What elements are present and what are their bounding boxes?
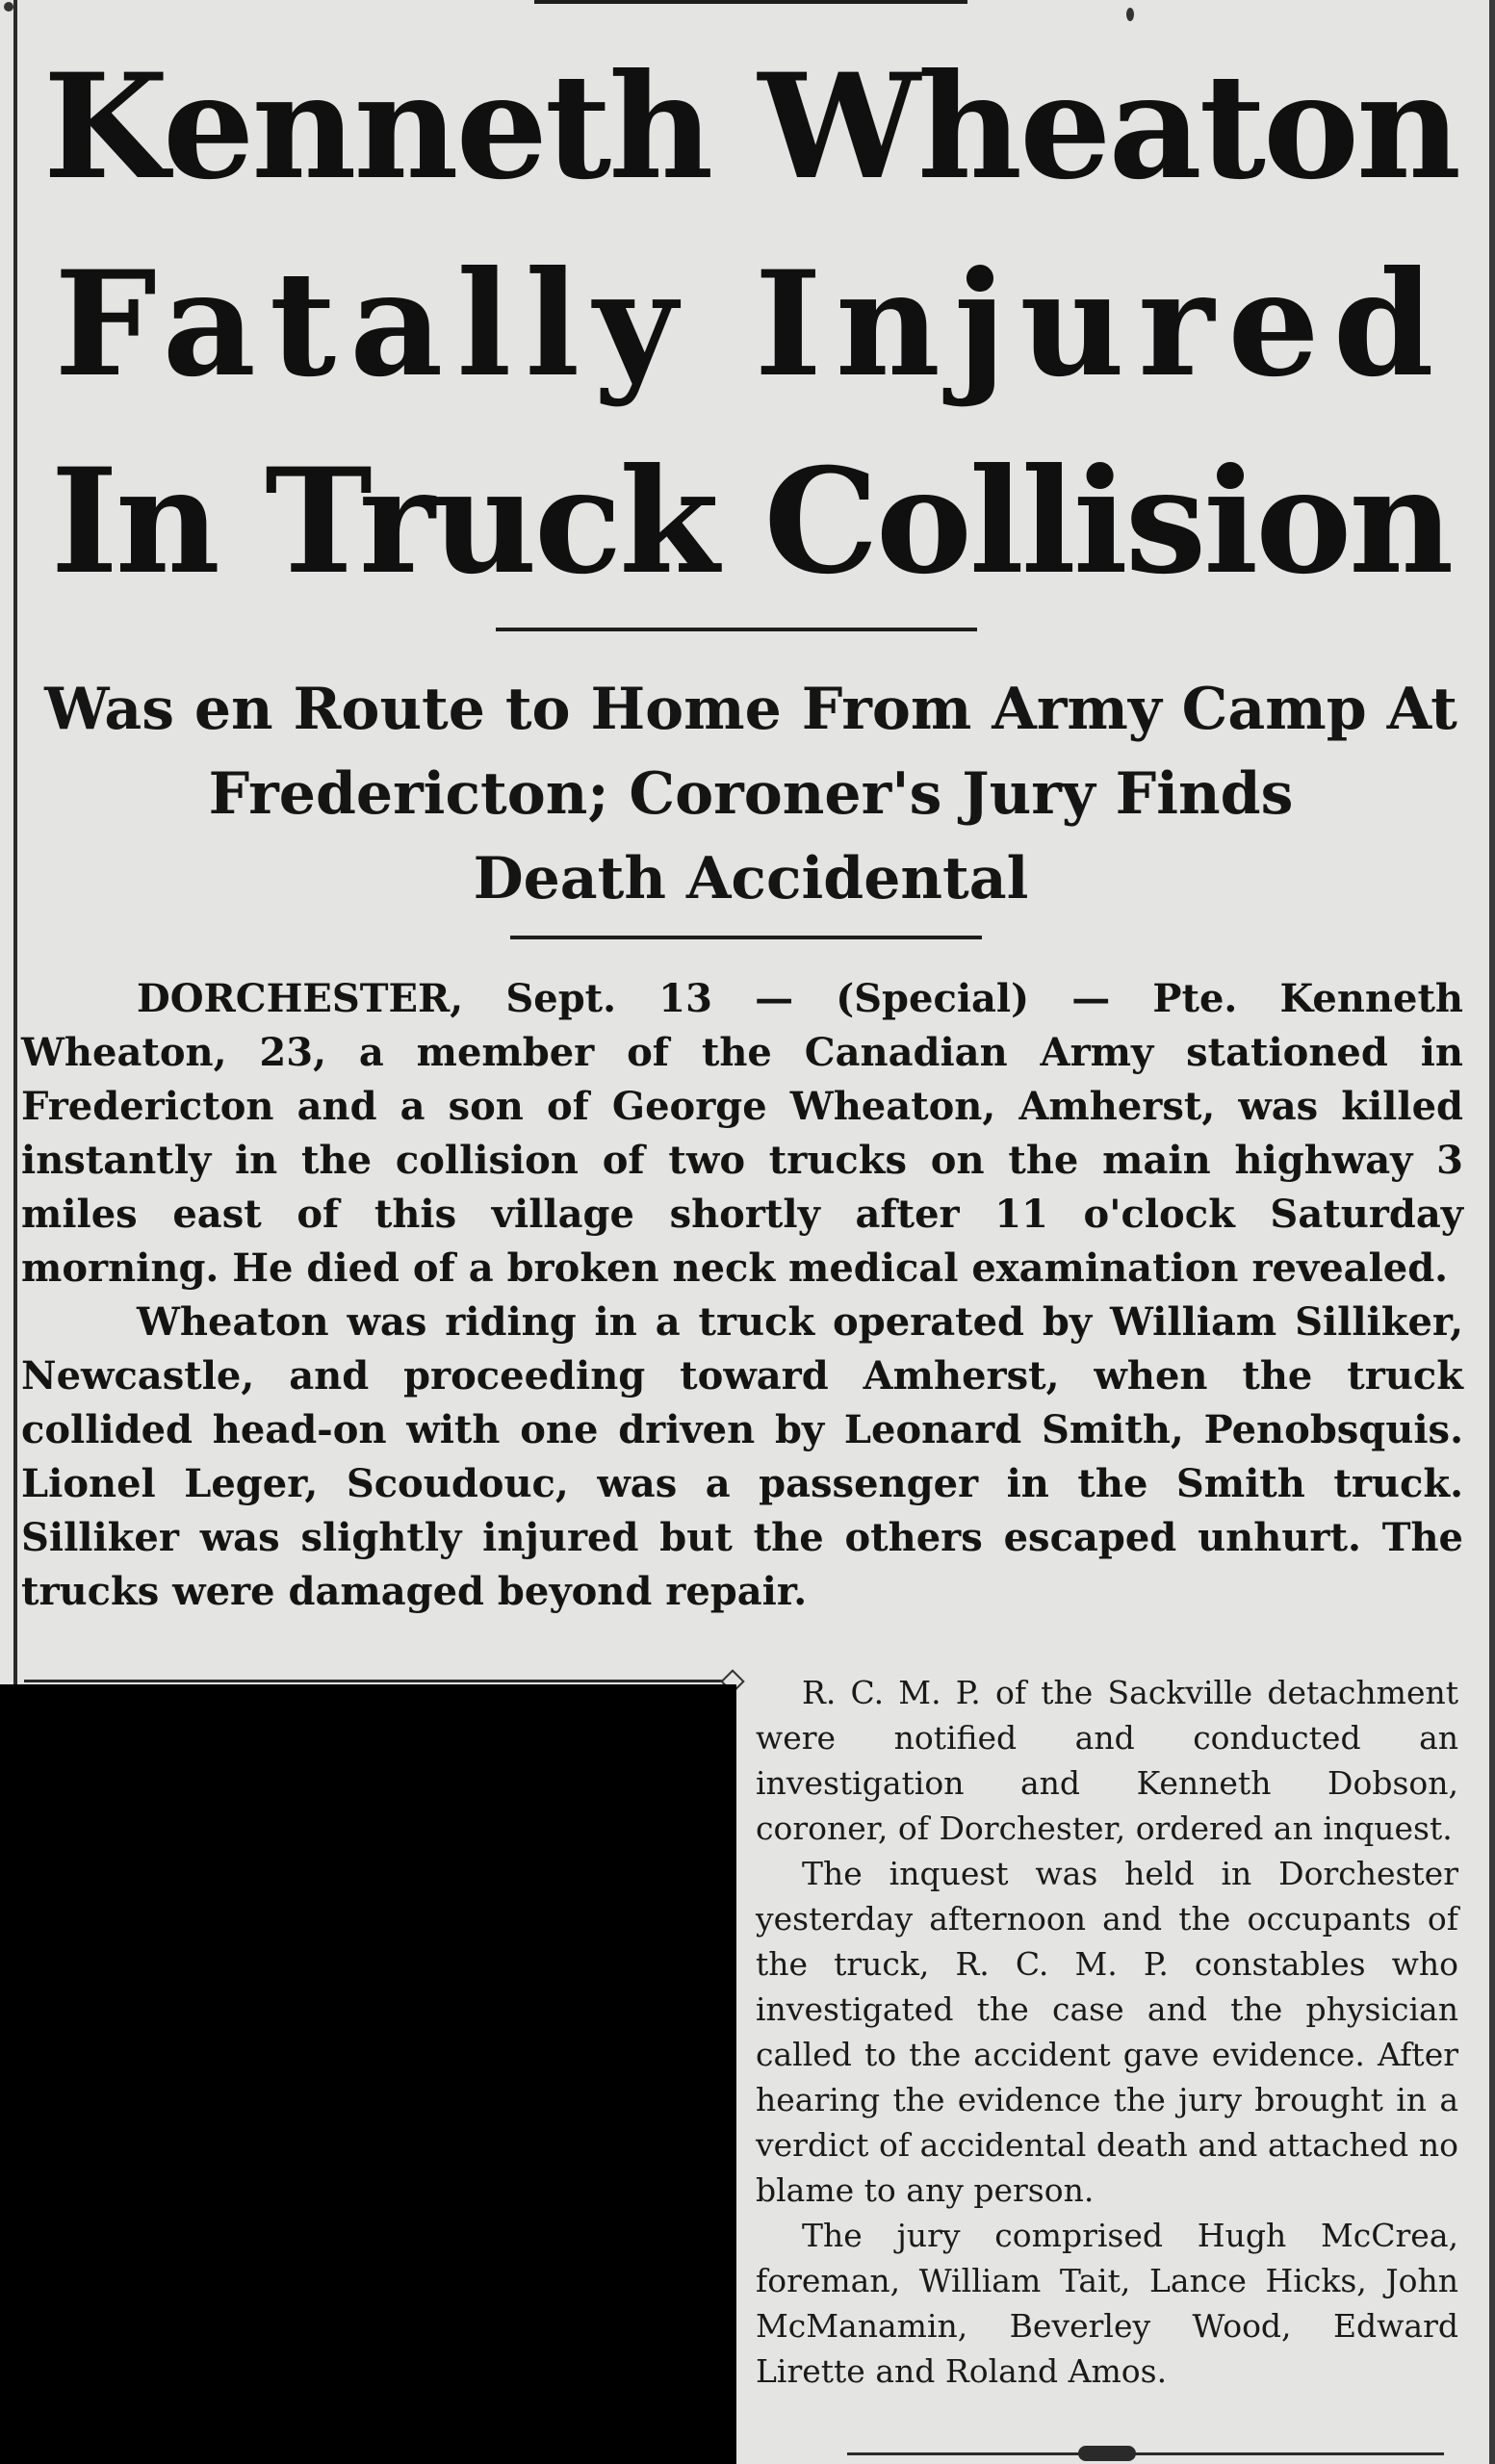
left-column-rule bbox=[13, 0, 17, 1684]
continuation-column bbox=[756, 1670, 1458, 2394]
subhead-line-2: Fredericton; Coroner's Jury Finds bbox=[208, 760, 1294, 828]
subhead-divider bbox=[510, 936, 982, 939]
right-edge-shadow bbox=[1489, 0, 1495, 2464]
print-speck bbox=[1126, 8, 1134, 21]
column-paragraph-3: The jury comprised Hugh McCrea, foreman, William Tait, Lance Hicks, John McManamin, Beverley Wood, Edward Lirette and Roland Amos. bbox=[756, 2217, 1458, 2390]
bottom-rule bbox=[847, 2452, 1444, 2455]
lead-paragraph-1: DORCHESTER, Sept. 13 — (Special) — Pte. Kenneth Wheaton, 23, a member of the Canadian Army stationed in Fredericton and a son of George Wheaton, Amherst, was killed instantly in the collision of two trucks on the main highway 3 miles east of this village shortly after 11 o'clock Saturday morning. He died of a broken neck medical examination revealed. bbox=[21, 976, 1463, 1291]
top-rule bbox=[534, 0, 967, 4]
subhead-line-3: Death Accidental bbox=[473, 845, 1029, 912]
lead-body bbox=[21, 972, 1463, 1619]
headline-line-2: Fatally Injured bbox=[54, 240, 1448, 409]
column-divider bbox=[24, 1680, 729, 1682]
headline bbox=[29, 29, 1473, 621]
headline-divider bbox=[496, 628, 977, 631]
subhead-line-1: Was en Route to Home From Army Camp At bbox=[44, 676, 1457, 743]
headline-line-1: Kenneth Wheaton bbox=[42, 42, 1459, 212]
column-paragraph-2: The inquest was held in Dorchester yesterday afternoon and the occupants of the truck, R. C. M. P. constables who investigated the case and the physician called to the accident gave evidence. After hearing the evidence the jury brought in a verdict of accidental death and attached no blame to any person. bbox=[756, 1855, 1458, 2209]
bottom-ornament bbox=[1078, 2446, 1136, 2461]
headline-line-3: In Truck Collision bbox=[50, 437, 1452, 606]
subheadline bbox=[29, 667, 1473, 921]
column-paragraph-1: R. C. M. P. of the Sackville detachment were notified and conducted an investigation and Kenneth Dobson, coroner, of Dorchester, ordered an inquest. bbox=[756, 1674, 1458, 1847]
print-speck bbox=[4, 2, 13, 12]
lead-paragraph-2: Wheaton was riding in a truck operated by William Silliker, Newcastle, and proceeding toward Amherst, when the truck collided head-on with one driven by Leonard Smith, Penobsquis. Lionel Leger, Scoudouc, was a passenger in the Smith truck. Silliker was slightly injured but the others escaped unhurt. The trucks were damaged beyond repair. bbox=[21, 1299, 1463, 1614]
redacted-region bbox=[0, 1684, 736, 2464]
